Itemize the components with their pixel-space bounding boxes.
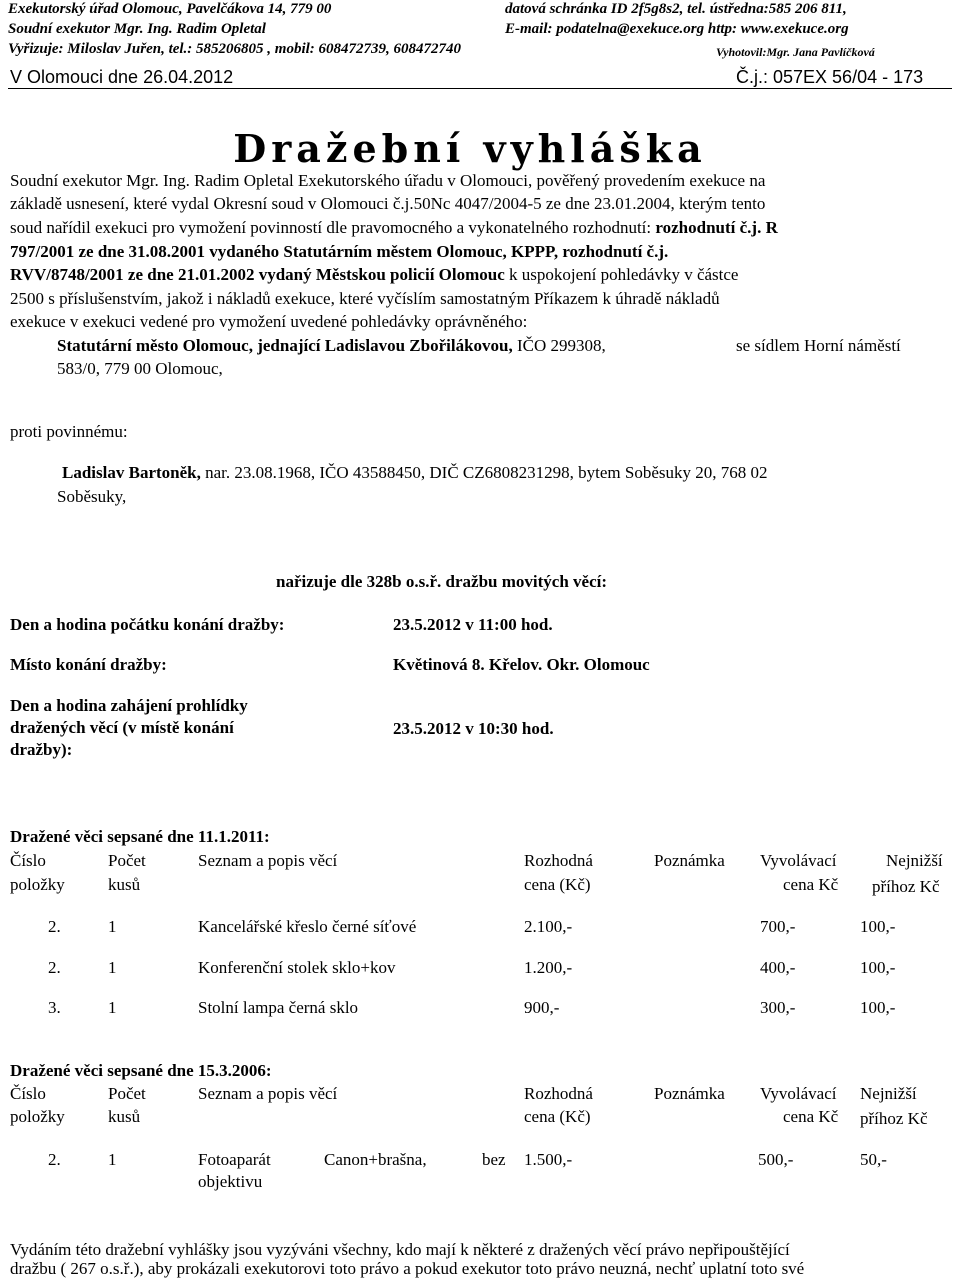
intro-line-5 xyxy=(10,264,738,286)
row-quantity: 1 xyxy=(108,1150,117,1169)
viewing-label-1: Den a hodina zahájení prohlídky xyxy=(10,696,248,715)
col-number: Číslo xyxy=(10,851,46,870)
col-number-2: položky xyxy=(10,875,65,894)
row-description: Kancelářské křeslo černé síťové xyxy=(198,917,417,936)
row-min-bid: 100,- xyxy=(860,958,896,977)
row-number: 3. xyxy=(48,998,61,1017)
viewing-label-3: dražby): xyxy=(10,740,73,759)
col-min-bid: Nejnižší xyxy=(886,851,943,870)
col-note: Poznámka xyxy=(654,1084,725,1103)
col-start-price-2: cena Kč xyxy=(783,1107,839,1126)
row-price: 1.500,- xyxy=(524,1150,573,1169)
col-description: Seznam a popis věcí xyxy=(198,1084,338,1103)
section1-heading: Dražené věci sepsané dne 11.1.2011: xyxy=(10,827,270,846)
databox-phone: datová schránka ID 2f5g8s2, tel. ústředna:585 206 811, xyxy=(505,1,847,17)
document-date: V Olomouci dne 26.04.2012 xyxy=(10,67,234,87)
intro-line-3-text: soud nařídil exekuci pro vymožení povinností dle pravomocného a vykonatelného rozhodnutí: xyxy=(10,218,652,237)
creditor-seat: se sídlem Horní náměstí xyxy=(736,336,901,355)
executor-name-header: Soudní exekutor Mgr. Ing. Radim Opletal xyxy=(8,21,266,37)
row-start-price: 300,- xyxy=(760,998,796,1017)
col-quantity: Počet xyxy=(108,851,146,870)
debtor-details: nar. 23.08.1968, IČO 43588450, DIČ CZ6808231298, bytem Soběsuky 20, 768 02 xyxy=(205,463,768,482)
col-min-bid-2: příhoz Kč xyxy=(860,1109,928,1128)
debtor-line xyxy=(62,462,768,484)
auction-place-label: Místo konání dražby: xyxy=(10,655,167,674)
col-price-2: cena (Kč) xyxy=(524,875,591,894)
col-quantity-2: kusů xyxy=(108,875,141,894)
intro-line-6: 2500 s příslušenstvím, jakož i nákladů exekuce, které vyčíslím samostatným Příkazem k úhradě nákladů xyxy=(10,289,720,308)
col-quantity: Počet xyxy=(108,1084,146,1103)
row-quantity: 1 xyxy=(108,958,117,977)
col-price: Rozhodná xyxy=(524,1084,593,1103)
auction-start-value: 23.5.2012 v 11:00 hod. xyxy=(393,615,553,634)
handled-by: Vyřizuje: Miloslav Juřen, tel.: 585206805 , mobil: 608472739, 608472740 xyxy=(8,41,462,57)
email-web: E-mail: podatelna@exekuce.org http: www.exekuce.org xyxy=(505,21,849,37)
order-statement: nařizuje dle 328b o.s.ř. dražbu movitých věcí: xyxy=(276,572,607,591)
col-start-price: Vyvolávací xyxy=(760,851,837,870)
intro-line-3 xyxy=(10,217,778,239)
col-price-2: cena (Kč) xyxy=(524,1107,591,1126)
intro-line-2: základě usnesení, které vydal Okresní soud v Olomouci č.j.50Nc 4047/2004-5 ze dne 23.01.2004, kterým tento xyxy=(10,194,766,213)
row-description-c: bez xyxy=(482,1150,506,1169)
row-start-price: 500,- xyxy=(758,1150,794,1169)
creditor-name: Statutární město Olomouc, jednající Ladislavou Zbořilákovou, xyxy=(57,336,513,355)
row-number: 2. xyxy=(48,958,61,977)
footer-line-1: Vydáním této dražební vyhlášky jsou vyzýváni všechny, kdo mají k některé z dražených věcí právo nepřipouštějící xyxy=(10,1240,790,1259)
row-description-d: objektivu xyxy=(198,1172,263,1191)
row-description-b: Canon+brašna, xyxy=(324,1150,427,1169)
debtor-name: Ladislav Bartoněk, xyxy=(62,463,201,482)
decision-ref-2: RVV/8748/2001 ze dne 21.01.2002 vydaný Městskou policií Olomouc xyxy=(10,265,505,284)
col-price: Rozhodná xyxy=(524,851,593,870)
row-description: Konferenční stolek sklo+kov xyxy=(198,958,396,977)
col-start-price: Vyvolávací xyxy=(760,1084,837,1103)
row-number: 2. xyxy=(48,1150,61,1169)
debtor-city: Soběsuky, xyxy=(57,487,127,506)
row-start-price: 400,- xyxy=(760,958,796,977)
row-min-bid: 100,- xyxy=(860,998,896,1017)
creditor-ico: IČO 299308, xyxy=(516,336,606,355)
intro-line-1: Soudní exekutor Mgr. Ing. Radim Opletal Exekutorského úřadu v Olomouci, pověřený provedením exekuce na xyxy=(10,171,766,190)
row-description-a: Fotoaparát xyxy=(198,1150,271,1169)
row-number: 2. xyxy=(48,917,61,936)
viewing-value: 23.5.2012 v 10:30 hod. xyxy=(393,719,554,738)
intro-line-7: exekuce v exekuci vedené pro vymožení uvedené pohledávky oprávněného: xyxy=(10,312,528,331)
intro-line-4: 797/2001 ze dne 31.08.2001 vydaného Statutárním městem Olomouc, KPPP, rozhodnutí č.j. xyxy=(10,242,669,261)
auction-place-value: Květinová 8. Křelov. Okr. Olomouc xyxy=(393,655,650,674)
row-min-bid: 100,- xyxy=(860,917,896,936)
col-start-price-2: cena Kč xyxy=(783,875,839,894)
row-quantity: 1 xyxy=(108,998,117,1017)
case-number: Č.j.: 057EX 56/04 - 173 xyxy=(736,67,924,87)
col-quantity-2: kusů xyxy=(108,1107,141,1126)
col-description: Seznam a popis věcí xyxy=(198,851,338,870)
row-price: 900,- xyxy=(524,998,560,1017)
row-min-bid: 50,- xyxy=(860,1150,887,1169)
document-title: Dražební vyhláška xyxy=(233,126,707,171)
col-min-bid: Nejnižší xyxy=(860,1084,917,1103)
row-start-price: 700,- xyxy=(760,917,796,936)
col-number-2: položky xyxy=(10,1107,65,1126)
creditor-line xyxy=(57,335,606,357)
office-address: Exekutorský úřad Olomouc, Pavelčákova 14, 779 00 xyxy=(8,1,332,17)
header-divider xyxy=(8,88,952,89)
row-quantity: 1 xyxy=(108,917,117,936)
row-price: 2.100,- xyxy=(524,917,573,936)
row-description: Stolní lampa černá sklo xyxy=(198,998,359,1017)
col-note: Poznámka xyxy=(654,851,725,870)
col-min-bid-2: příhoz Kč xyxy=(872,877,940,896)
viewing-label-2: dražených věcí (v místě konání xyxy=(10,718,234,737)
col-number: Číslo xyxy=(10,1084,46,1103)
claim-text: k uspokojení pohledávky v částce xyxy=(509,265,739,284)
decision-ref-1: rozhodnutí č.j. R xyxy=(655,218,778,237)
auction-start-label: Den a hodina počátku konání dražby: xyxy=(10,615,285,634)
footer-line-2: dražbu ( 267 o.s.ř.), aby prokázali exekutorovi toto právo a pokud exekutor toto právo neuzná, nechť uplatní toto své xyxy=(10,1259,805,1278)
row-price: 1.200,- xyxy=(524,958,573,977)
section2-heading: Dražené věci sepsané dne 15.3.2006: xyxy=(10,1061,272,1080)
prepared-by: Vyhotovil:Mgr. Jana Pavlíčková xyxy=(716,45,875,59)
debtor-label: proti povinnému: xyxy=(10,422,128,441)
creditor-address: 583/0, 779 00 Olomouc, xyxy=(57,359,223,378)
